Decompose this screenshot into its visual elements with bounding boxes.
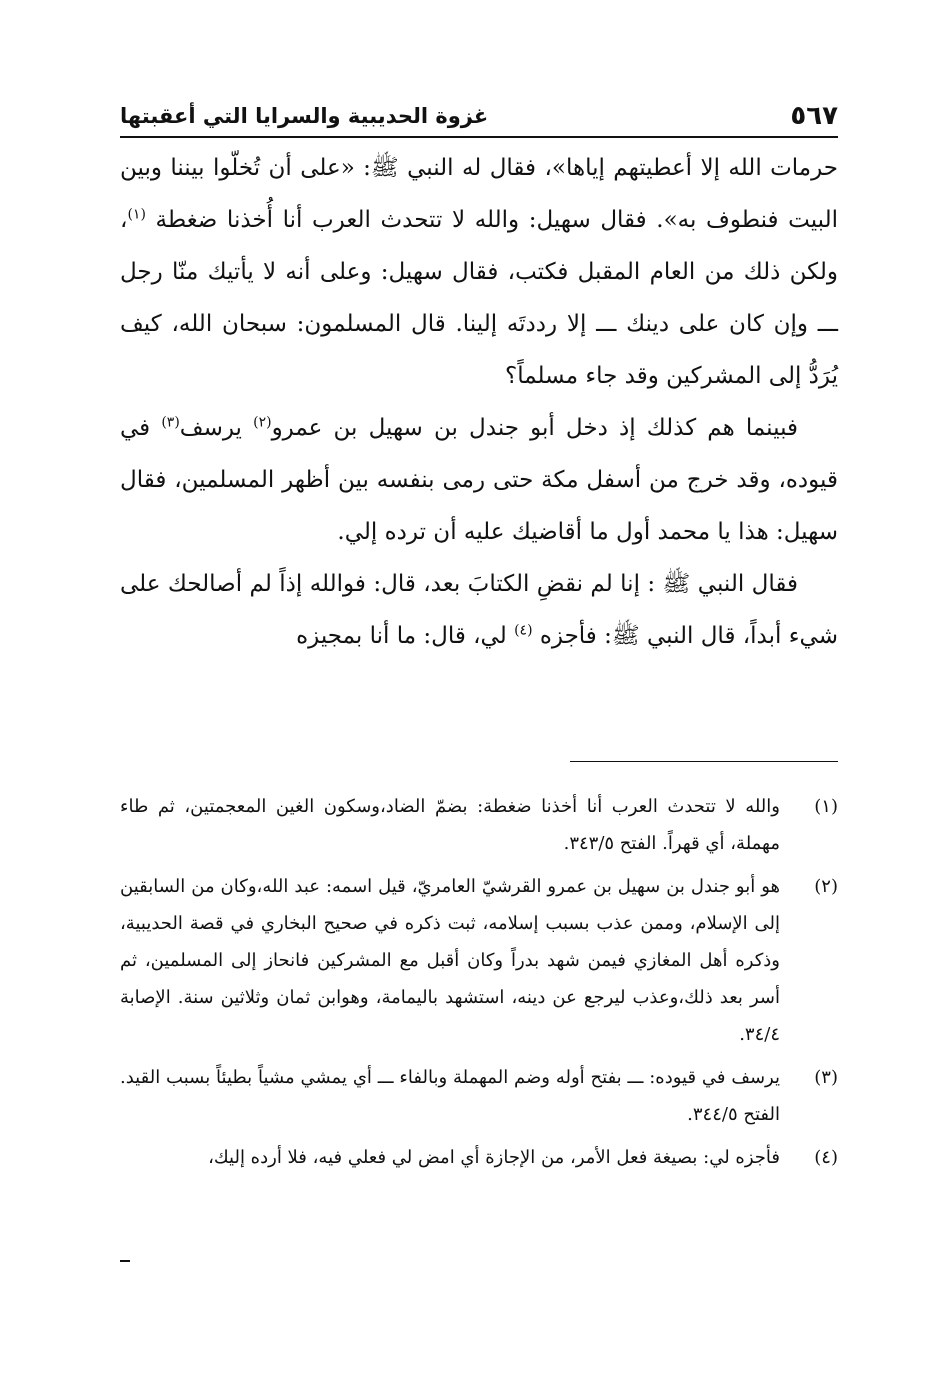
paragraph-2-text-a: فبينما هم كذلك إذ دخل أبو جندل بن سهيل بن عمرو — [271, 415, 799, 441]
paragraph-2 — [120, 402, 838, 558]
footnote-3 — [120, 1059, 838, 1133]
footnote-number: (٢) — [814, 876, 838, 897]
main-text — [120, 142, 838, 662]
footnote-ref-2: (٢) — [253, 414, 272, 431]
footnote-number: (٤) — [814, 1147, 838, 1168]
paragraph-3-text-b: لي، قال: ما أنا بمجيزه — [296, 623, 515, 649]
paragraph-2-text-c: في قيوده، وقد خرج من أسفل مكة حتى رمى بنفسه بين أظهر المسلمين، فقال سهيل: هذا يا محمد أول ما أقاضيك عليه أن ترده إلي. — [120, 415, 838, 545]
paragraph-3 — [120, 558, 838, 662]
header-rule — [120, 136, 838, 138]
chapter-title: غزوة الحديبية والسرايا التي أعقبتها — [120, 104, 489, 128]
footnote-text: يرسف في قيوده: ـــ بفتح أوله وضم المهملة وبالفاء ـــ أي يمشي مشياً بطيئاً بسبب القيد. الفتح ٣٤٤/٥. — [120, 1067, 780, 1125]
footnote-text: والله لا تتحدث العرب أنا أخذنا ضغطة: بضمّ الضاد،وسكون الغين المعجمتين، ثم طاء مهملة، أي قهراً. الفتح ٣٤٣/٥. — [120, 796, 780, 854]
footnote-text: فأجزه لي: بصيغة فعل الأمر، من الإجازة أي امض لي فعلي فيه، فلا أرده إليك، — [208, 1147, 780, 1168]
footnote-1 — [120, 788, 838, 862]
book-page — [120, 0, 838, 1388]
footnote-2 — [120, 868, 838, 1053]
footnote-4 — [120, 1139, 838, 1176]
footnote-text: هو أبو جندل بن سهيل بن عمرو القرشيّ العامريّ، قيل اسمه: عبد الله،وكان من السابقين إلى الإسلام، وممن عذب بسبب إسلامه، ثبت ذكره في صحيح البخاري في قصة الحديبية، وذكره أهل المغازي فيمن شهد بدراً وكان أقبل مع المشركين فانحاز إلى المسلمين، ثم أسر بعد ذلك،وعذب ليرجع عن دينه، استشهد باليمامة، وهوابن ثمان وثلاثين سنة. الإصابة ٣٤/٤. — [120, 876, 780, 1045]
footnote-number: (١) — [814, 796, 838, 817]
page-number: ٥٦٧ — [790, 101, 838, 131]
continuation-mark — [120, 1260, 130, 1262]
footnote-number: (٣) — [814, 1067, 838, 1088]
paragraph-1 — [120, 142, 838, 402]
paragraph-1-text-a: حرمات الله إلا أعطيتهم إياها»، فقال له النبي ﷺ: «على أن تُخلّوا بيننا وبين البيت فنطوف به». فقال سهيل: والله لا تتحدث العرب أنا أُخذنا ضغطة — [120, 155, 838, 233]
paragraph-2-text-b: يرسف — [179, 415, 254, 441]
paragraph-1-text-b: ، ولكن ذلك من العام المقبل فكتب، فقال سهيل: وعلى أنه لا يأتيك منّا رجل ـــ وإن كان على دينك ـــ إلا رددتَه إلينا. قال المسلمون: سبحان الله، كيف يُرَدُّ إلى المشركين وقد جاء مسلماً؟ — [120, 207, 838, 389]
footnotes — [120, 788, 838, 1182]
footnote-ref-4: (٤) — [514, 622, 533, 639]
footnote-ref-3: (٣) — [161, 414, 180, 431]
running-header — [120, 96, 838, 132]
paragraph-3-text-a: فقال النبي ﷺ : إنا لم نقضِ الكتابَ بعد، قال: فوالله إذاً لم أصالحك على شيء أبداً، قال النبي ﷺ: فأجزه — [120, 571, 838, 649]
footnote-ref-1: (١) — [127, 206, 146, 223]
footnote-separator — [570, 761, 838, 762]
